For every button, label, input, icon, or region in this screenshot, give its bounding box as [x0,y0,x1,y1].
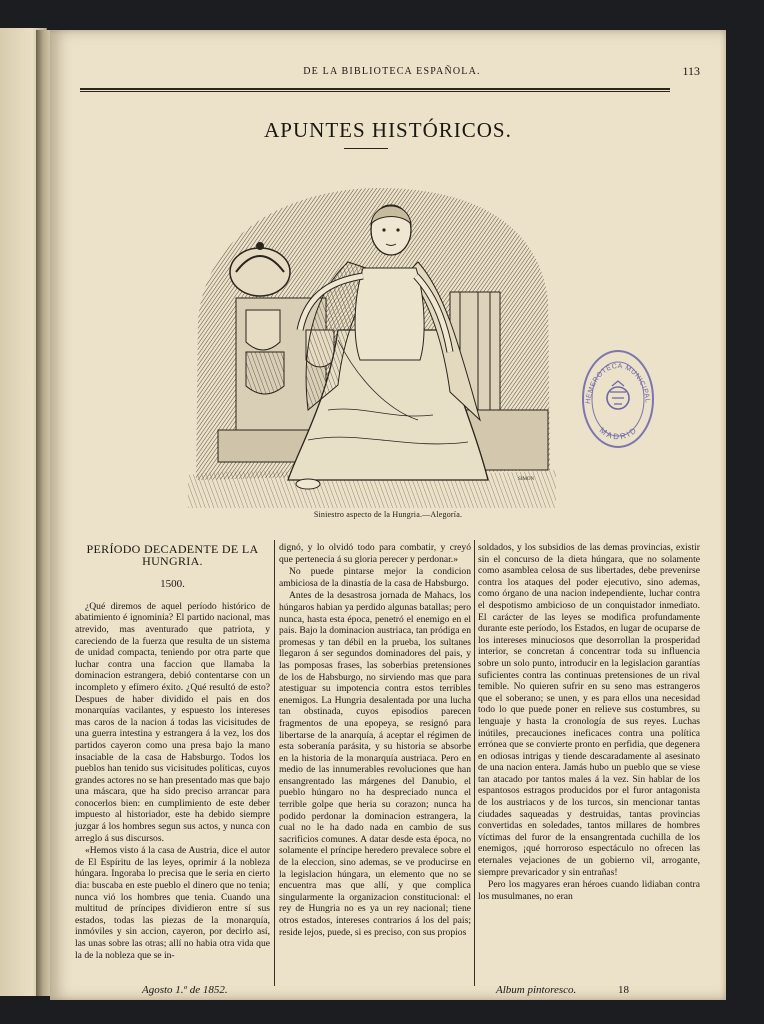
sheet-number: 18 [618,984,629,996]
header-rule [80,88,670,92]
paragraph: Pero los magyares eran héroes cuando lidiaban contra los musulmanes, no eran [478,879,700,902]
allegory-engraving [188,180,556,508]
magazine-page [50,30,726,1000]
publication-name: Album pintoresco. [496,984,577,996]
article-title: APUNTES HISTÓRICOS. [264,118,512,142]
column-divider [274,540,275,986]
text-column-1 [75,542,270,962]
paragraph: dignó, y lo olvidó todo para combatir, y creyó que pertenecia á su gloria perecer y perdonar.» [279,542,471,565]
section-heading: PERÍODO DECADENTE DE LA HUNGRIA. [86,542,259,568]
column-divider [474,540,475,986]
paragraph: ¿Qué diremos de aquel período histórico de abatimiento é ignominia? El partido nacional, mas atrevido, mas aventurado que patriota, y careciendo de la fuerza que resulta de un sistema de unidad compacta, teniendo por otra parte que luchar contra una faccion que llamaba la dominacion estrangera, debió contentarse con un incompleto y efímero éxito. ¿Qué resultó de esto? Despues de haber dividido el pais en dos monarquías vacilantes, y espuesto los intereses mas caros de la nacion á todas las vicisitudes de una guerra intestina y estrangera á la vez, los dos partidos cayeron como una presa bajo la mano insaciable de la casa de Habsburgo. Todos los pueblos han tenido sus vicisitudes políticas, cuyos grandes actores no se han presentado mas que bajo una máscara, que ha sido preciso arrancar para conocerlos bien: en cumplimiento de este deber impuesto al historiador, este ha debido siempre juzgar á los hombres segun sus actos, y nunca con arreglo á sus discursos. [75,600,271,844]
running-title: DE LA BIBLIOTECA ESPAÑOLA. [303,66,481,77]
page-number: 113 [682,64,700,78]
text-column-3 [478,542,700,903]
section-year: 1500. [160,578,185,591]
stamp-city: MADRID [597,424,640,442]
svg-text:SIMON: SIMON [518,477,535,482]
paragraph: soldados, y los subsidios de las demas provincias, existir sin el concurso de la dieta húngara, que no solamente como asamblea celosa de sus libertades, debe prevenirse contra los ataques del poder ejecutivo, sino ademas, como órgano de una nacion independiente, luchar contra el despotismo ambicioso de un conquistador inmediato. El carácter de las leyes se modifica profundamente durante este período, los Estados, en lugar de ocuparse de los intereses minuciosos que desorrollan la prosperidad interior, se concretan á concentrar toda su influencia sobre un solo punto, introducir en la legislacion garantías suficientes contra las continuas pretensiones de un rival temible. No quieren sufrir en su seno mas estrangeros que el soberano; se unen, y es para ellos una necesidad todo lo que puede poner en relieve sus costumbres, su lenguaje y hasta la cronología de sus reyes. Luchas inútiles, precauciones ineficaces contra una política errónea que se convierte pronto en perfidia, que degenera en odiosas intrigas y tiende descaradamente al asesinato de una nacion entera. Jamás hubo un pueblo que se viese tan atacado por tantos males á la vez. Sin hablar de los espantosos estragos producidos por el furor antagonista de los austriacos y de los turcos, sin mencionar tantas ciudades saqueadas y destruidas, tantas provincias convertidas en soledades, tantos millares de hombres víctimas del furor de la ensangrentada cuchilla de los enemigos, ¡qué horroroso espectáculo no ofrecen las eternales vejaciones de un gobierno vil, arrogante, siempre prevaricador y sin entrañas! [478,542,700,878]
title-rule [344,148,388,149]
library-stamp [580,348,656,450]
stamp-text: HEMEROTECA MUNICIPAL [585,362,651,405]
paragraph: No puede pintarse mejor la condicion ambiciosa de la dinastía de la casa de Habsburgo. [279,566,471,589]
text-column-2 [279,542,471,939]
svg-text:MADRID [598,425,640,442]
paragraph: «Hemos visto á la casa de Austria, dice el autor de El Espíritu de las leyes, oprimir á la nobleza húngara. Ingoraba lo precisa que le seria en cierto dia: buscaba en este pueblo el dinero que no tenia; nunca vió los hombres que tenia. Cuando una multitud de príncipes dividieron entre sí sus estados, todas las piezas de la monarquía, inmóviles y sin accion, cayeron, por decirlo así, las unas sobre las otras; allí no habia otra vida que la de la nobleza que se in- [75,845,270,961]
illustration-caption: Siniestro aspecto de la Hungria.—Alegoría. [313,510,463,519]
issue-date: Agosto 1.º de 1852. [142,984,228,996]
paragraph: Antes de la desastrosa jornada de Mahacs, los húngaros habian ya perdido algunas batallas; pero nunca, hasta esta época, penetró el enemigo en el pais. Bajo la dominacion austriaca, tan pródiga en promesas y tan débil en la prueba, los sultanes llegaron á ser segundos dominadores del pais, y las pomposas frases, las soberbias pretensiones de los de Habsburgo, no sirviendo mas que para atestiguar su impotencia contra estos terribles enemigos. La Hungria desalentada por una lucha tan obstinada, cuyos episodios parecen fragmentos de una epopeya, se resignó para libertarse de la anarquía, á aceptar el régimen de esta soberanía parásita, y su historia se absorbe en la historia de la monarquía austriaca. Pero en medio de las innumerables revoluciones que han ensangrentado las márgenes del Danubio, el pueblo húngaro no ha despreciado nunca el terrible golpe que heria su corazon; nunca ha podido perdonar la dominacion estrangera, la cual no le ha dado nada en cambio de sus sacrificios comunes. A datar desde esta época, no solamente el príncipe heredero prevalece sobre el de la eleccion, sino ademas, se ve producirse en la legislacion húngara, un elemento que no se encuentra mas que allí, y que complica singularmente la organizacion constitucional: el rey de Hungria no es ya un rey nacional; tiene otros estados, intereses contrarios á los del pais; reside lejos, puede, si es preciso, con sus propios [279,590,471,938]
running-head [80,62,704,82]
